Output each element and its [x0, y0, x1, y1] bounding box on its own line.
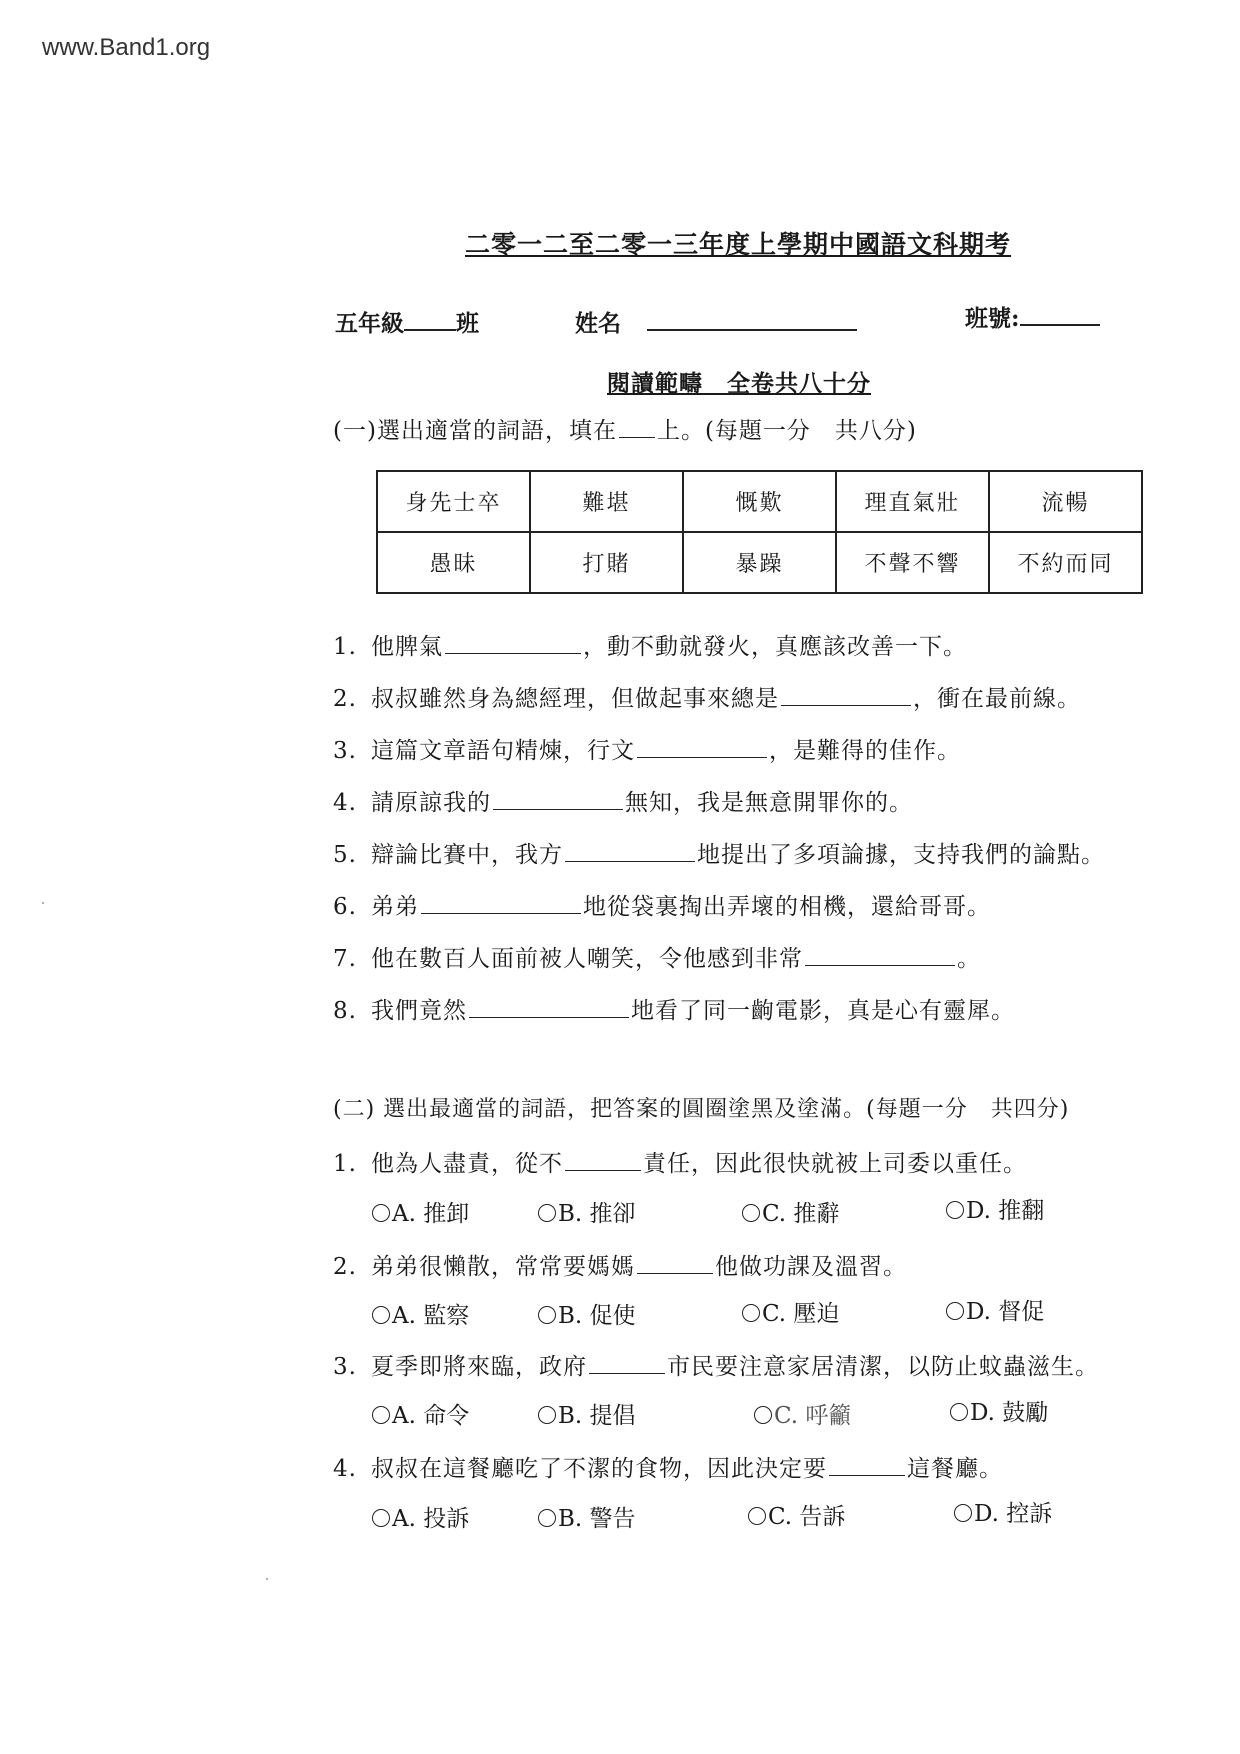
question-number: 3. — [333, 738, 357, 764]
s1-question — [333, 992, 1015, 1025]
answer-blank — [829, 1455, 905, 1476]
option-label: C. 推辭 — [762, 1201, 840, 1227]
answer-blank[interactable] — [445, 633, 581, 654]
question-text-post: 地提出了多項論據，支持我們的論點。 — [697, 842, 1105, 868]
answer-circle[interactable] — [538, 1509, 556, 1527]
option-d[interactable] — [950, 1394, 1048, 1427]
subtitle: 閱讀範疇 全卷共八十分 — [607, 370, 871, 397]
word-cell: 慨歎 — [683, 471, 836, 532]
question-number: 2. — [333, 686, 357, 712]
word-cell: 身先士卒 — [377, 471, 530, 532]
s1-question — [333, 940, 981, 973]
answer-blank — [589, 1353, 665, 1374]
word-cell: 流暢 — [989, 471, 1142, 532]
section1-heading-pre: (一)選出適當的詞語，填在 — [333, 418, 617, 444]
answer-circle[interactable] — [954, 1504, 972, 1522]
answer-blank[interactable] — [421, 893, 581, 914]
option-label: B. 提倡 — [558, 1403, 636, 1429]
s2-question — [333, 1348, 1099, 1381]
option-c[interactable] — [742, 1195, 839, 1228]
answer-circle[interactable] — [372, 1509, 390, 1527]
word-cell: 不約而同 — [989, 532, 1142, 593]
s2-question — [333, 1450, 1003, 1483]
question-number: 8. — [333, 998, 357, 1024]
s2-question — [333, 1248, 907, 1281]
option-c[interactable] — [748, 1498, 845, 1531]
question-number: 2. — [333, 1254, 357, 1280]
grade-class-field — [335, 305, 479, 338]
class-label: 班 — [456, 310, 479, 337]
question-number: 4. — [333, 790, 357, 816]
question-text-post: ，動不動就發火，真應該改善一下。 — [583, 634, 967, 660]
watermark-text: www.Band1.org — [42, 34, 211, 61]
answer-blank[interactable] — [637, 737, 767, 758]
answer-blank[interactable] — [469, 997, 629, 1018]
question-text-post: 責任，因此很快就被上司委以重任。 — [643, 1151, 1027, 1177]
option-label: C. 壓迫 — [762, 1301, 840, 1327]
question-text-pre: 這篇文章語句精煉，行文 — [371, 738, 635, 764]
option-label: A. 命令 — [392, 1403, 470, 1429]
s1-question — [333, 784, 913, 817]
question-text-post: 地從袋裏掏出弄壞的相機，還給哥哥。 — [583, 894, 991, 920]
answer-circle[interactable] — [538, 1204, 556, 1222]
name-field — [575, 305, 857, 338]
class-no-label: 班號: — [965, 305, 1020, 332]
answer-circle[interactable] — [538, 1406, 556, 1424]
answer-blank[interactable] — [781, 685, 911, 706]
option-b[interactable] — [538, 1195, 636, 1228]
option-b[interactable] — [538, 1500, 636, 1533]
word-bank-table — [376, 470, 1143, 594]
answer-circle[interactable] — [372, 1406, 390, 1424]
class-no-field — [965, 300, 1100, 333]
word-cell: 不聲不響 — [836, 532, 989, 593]
s1-question — [333, 888, 991, 921]
option-a[interactable] — [372, 1195, 469, 1228]
question-text-post: ，是難得的佳作。 — [769, 738, 961, 764]
word-bank-row — [377, 532, 1142, 593]
scan-speck — [266, 1578, 268, 1580]
heading-blank — [619, 417, 655, 438]
answer-circle[interactable] — [372, 1306, 390, 1324]
option-d[interactable] — [946, 1293, 1044, 1326]
section2-heading: (二) 選出最適當的詞語，把答案的圓圈塗黑及塗滿。(每題一分 共四分) — [333, 1097, 1070, 1122]
option-c[interactable] — [742, 1295, 839, 1328]
s1-question — [333, 628, 967, 661]
option-label: D. 鼓勵 — [970, 1400, 1049, 1426]
grade-label: 五年級 — [335, 310, 404, 337]
option-d[interactable] — [954, 1495, 1052, 1528]
question-text-pre: 辯論比賽中，我方 — [371, 842, 563, 868]
question-number: 4. — [333, 1456, 357, 1482]
option-c[interactable] — [754, 1397, 851, 1430]
section1-heading — [333, 412, 917, 445]
question-text-post: ，衝在最前線。 — [913, 686, 1081, 712]
answer-circle[interactable] — [946, 1302, 964, 1320]
answer-circle[interactable] — [748, 1507, 766, 1525]
answer-circle[interactable] — [950, 1403, 968, 1421]
option-label: B. 警告 — [558, 1506, 636, 1532]
option-label: A. 投訴 — [392, 1506, 470, 1532]
option-a[interactable] — [372, 1397, 469, 1430]
question-text-pre: 他為人盡責，從不 — [371, 1151, 563, 1177]
question-text-pre: 請原諒我的 — [371, 790, 491, 816]
s1-question — [333, 680, 1081, 713]
word-cell: 理直氣壯 — [836, 471, 989, 532]
question-text-post: 。 — [957, 946, 981, 972]
s2-question — [333, 1145, 1027, 1178]
question-text-post: 這餐廳。 — [907, 1456, 1003, 1482]
answer-circle[interactable] — [754, 1406, 772, 1424]
question-text-pre: 弟弟 — [371, 894, 419, 920]
answer-circle[interactable] — [742, 1304, 760, 1322]
answer-blank — [565, 1150, 641, 1171]
question-text-pre: 我們竟然 — [371, 998, 467, 1024]
name-blank[interactable] — [647, 307, 857, 331]
option-label: B. 促使 — [558, 1303, 636, 1329]
option-label: D. 推翻 — [966, 1198, 1045, 1224]
question-text-post: 他做功課及溫習。 — [715, 1254, 907, 1280]
answer-blank[interactable] — [493, 789, 623, 810]
option-label: A. 推卸 — [392, 1201, 470, 1227]
option-label: A. 監察 — [392, 1303, 470, 1329]
question-text-post: 市民要注意家居清潔，以防止蚊蟲滋生。 — [667, 1354, 1099, 1380]
word-cell: 難堪 — [530, 471, 683, 532]
word-cell: 打賭 — [530, 532, 683, 593]
question-text-pre: 他脾氣 — [371, 634, 443, 660]
s1-question — [333, 836, 1105, 869]
option-d[interactable] — [946, 1192, 1044, 1225]
word-cell: 愚昧 — [377, 532, 530, 593]
option-b[interactable] — [538, 1297, 636, 1330]
answer-blank — [637, 1253, 713, 1274]
option-label: B. 推卻 — [558, 1201, 636, 1227]
question-number: 1. — [333, 1151, 357, 1177]
option-label: C. 告訴 — [768, 1504, 846, 1530]
class-blank[interactable] — [404, 307, 456, 331]
answer-blank[interactable] — [805, 945, 955, 966]
word-cell: 暴躁 — [683, 532, 836, 593]
question-number: 3. — [333, 1354, 357, 1380]
answer-blank[interactable] — [565, 841, 695, 862]
question-number: 5. — [333, 842, 357, 868]
option-a[interactable] — [372, 1297, 469, 1330]
s1-question — [333, 732, 961, 765]
question-text-pre: 叔叔雖然身為總經理，但做起事來總是 — [371, 686, 779, 712]
option-label: D. 控訴 — [974, 1501, 1053, 1527]
name-label: 姓名 — [575, 310, 621, 337]
question-text-pre: 叔叔在這餐廳吃了不潔的食物，因此決定要 — [371, 1456, 827, 1482]
question-text-post: 無知，我是無意開罪你的。 — [625, 790, 913, 816]
question-number: 6. — [333, 894, 357, 920]
answer-circle[interactable] — [742, 1204, 760, 1222]
class-no-blank[interactable] — [1020, 302, 1100, 326]
question-text-pre: 夏季即將來臨，政府 — [371, 1354, 587, 1380]
answer-circle[interactable] — [946, 1201, 964, 1219]
option-label: C. 呼籲 — [774, 1403, 852, 1429]
option-label: D. 督促 — [966, 1299, 1045, 1325]
question-number: 1. — [333, 634, 357, 660]
answer-circle[interactable] — [372, 1204, 390, 1222]
answer-circle[interactable] — [538, 1306, 556, 1324]
question-text-post: 地看了同一齣電影，真是心有靈犀。 — [631, 998, 1015, 1024]
question-text-pre: 他在數百人面前被人嘲笑，令他感到非常 — [371, 946, 803, 972]
question-number: 7. — [333, 946, 357, 972]
option-a[interactable] — [372, 1500, 469, 1533]
question-text-pre: 弟弟很懶散，常常要媽媽 — [371, 1254, 635, 1280]
exam-title: 二零一二至二零一三年度上學期中國語文科期考 — [465, 230, 1012, 259]
option-b[interactable] — [538, 1397, 636, 1430]
scan-speck — [42, 902, 44, 904]
section1-heading-post: 上。(每題一分 共八分) — [656, 418, 917, 444]
word-bank-row — [377, 471, 1142, 532]
